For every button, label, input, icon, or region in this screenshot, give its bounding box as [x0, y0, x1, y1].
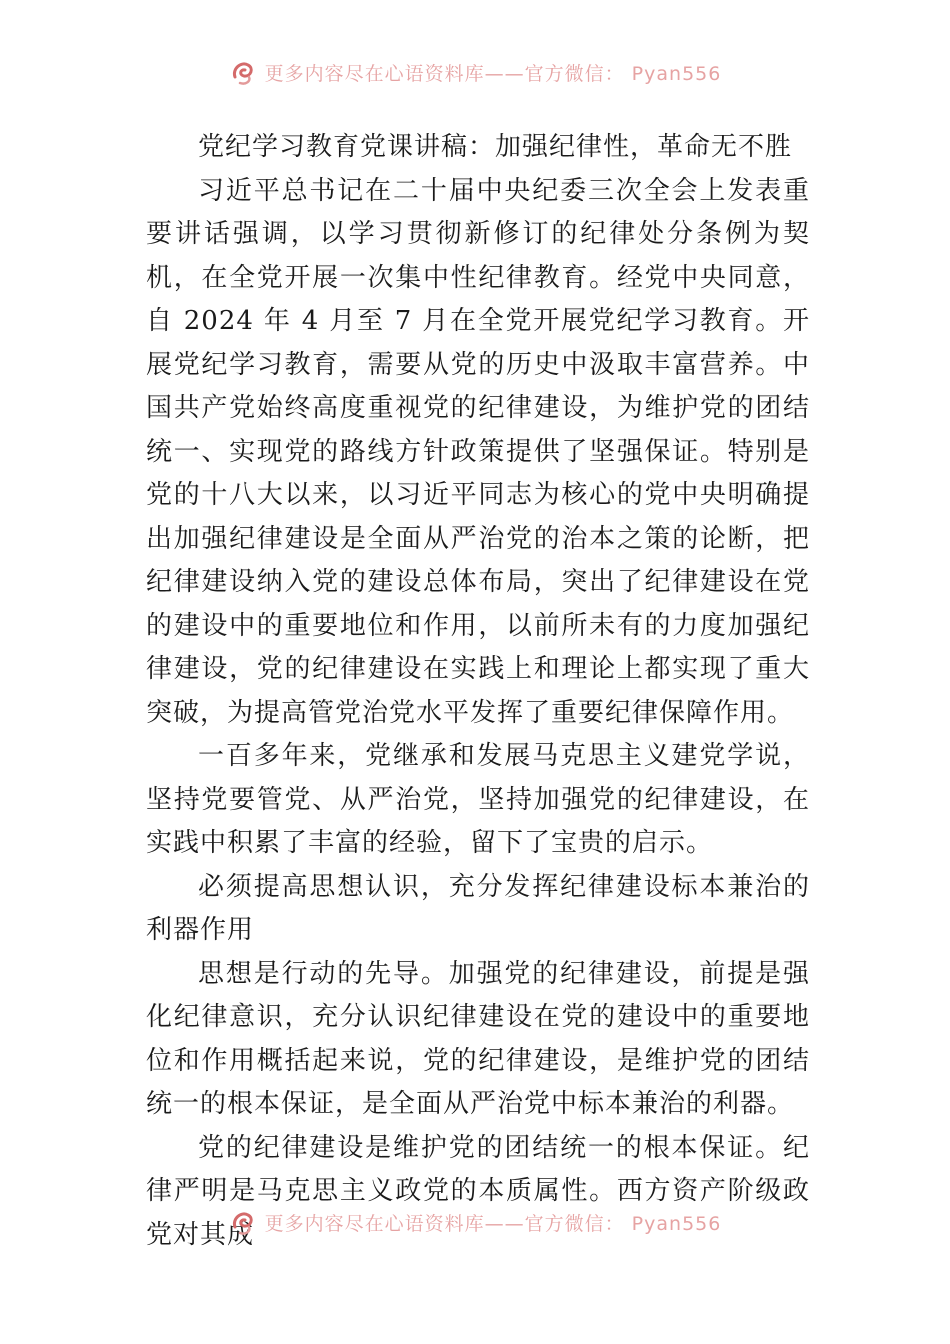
paragraph: 思想是行动的先导。加强党的纪律建设，前提是强化纪律意识，充分认识纪律建设在党的建设中的重要地位和作用概括起来说，党的纪律建设，是维护党的团结统一的根本保证，是全面从严治党中标本兼治的利器。 — [146, 958, 810, 1119]
paragraph: 一百多年来，党继承和发展马克思主义建党学说，坚持党要管党、从严治党，坚持加强党的纪律建设，在实践中积累了丰富的经验，留下了宝贵的启示。 — [146, 741, 810, 858]
document-title: 党纪学习教育党课讲稿：加强纪律性，革命无不胜 — [198, 132, 793, 162]
section-heading: 必须提高思想认识，充分发挥纪律建设标本兼治的利器作用 — [146, 871, 810, 945]
footer-watermark — [0, 1204, 950, 1240]
header-watermark — [0, 54, 950, 90]
document-body — [146, 126, 810, 1257]
watermark-text: 更多内容尽在心语资料库——官方微信： Pyan556 — [264, 62, 722, 85]
watermark-text: 更多内容尽在心语资料库——官方微信： Pyan556 — [264, 1212, 722, 1235]
swirl-logo-icon — [229, 57, 259, 87]
paragraph: 党的纪律建设是维护党的团结统一的根本保证。纪律严明是马克思主义政党的本质属性。西方资产阶级政党对其成 — [146, 1132, 810, 1250]
paragraph: 习近平总书记在二十届中央纪委三次全会上发表重要讲话强调，以学习贯彻新修订的纪律处分条例为契机，在全党开展一次集中性纪律教育。经党中央同意，自 2024 年 4 月至 7 月在全党开展党纪学习教育。开展党纪学习教育，需要从党的历史中汲取丰富营养。中国共产党始终高度重视党的纪律建设，为维护党的团结统一、实现党的路线方针政策提供了坚强保证。特别是党的十八大以来，以习近平同志为核心的党中央明确提出加强纪律建设是全面从严治党的治本之策的论断，把纪律建设纳入党的建设总体布局，突出了纪律建设在党的建设中的重要地位和作用，以前所未有的力度加强纪律建设，党的纪律建设在实践上和理论上都实现了重大突破，为提高管党治党水平发挥了重要纪律保障作用。 — [146, 175, 810, 728]
swirl-logo-icon — [229, 1207, 259, 1237]
